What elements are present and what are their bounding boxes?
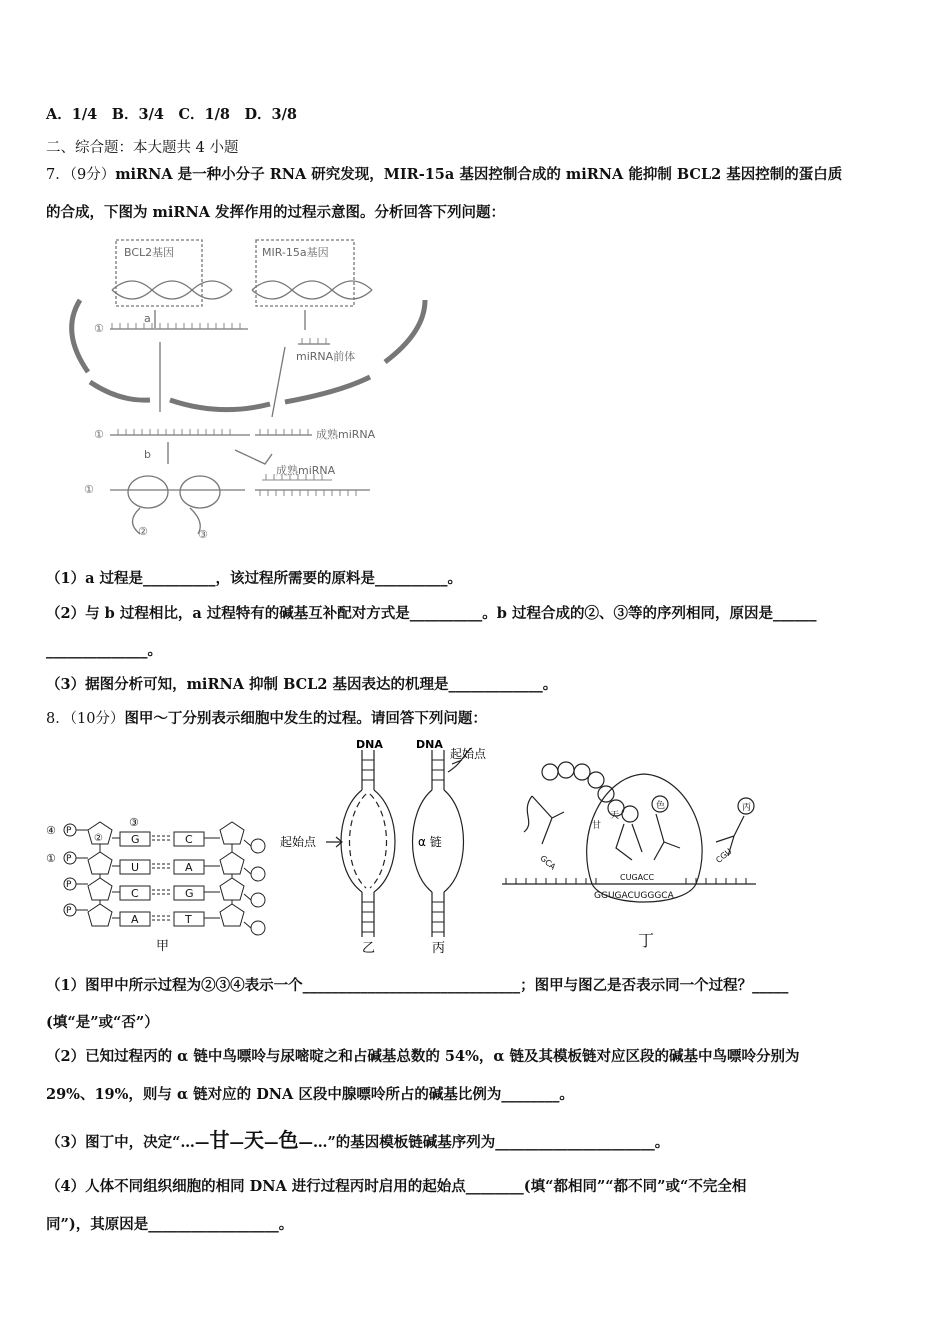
trna-mid-1 xyxy=(616,824,642,860)
glyph-se: 色 xyxy=(278,1128,299,1152)
precursor-arrow xyxy=(272,347,285,417)
base-right-3: G xyxy=(185,887,194,900)
codon-mid: CUGACC xyxy=(620,873,655,882)
q7-stem-2: 的合成，下图为 miRNA 发挥作用的过程示意图。分析回答下列问题： xyxy=(46,204,505,221)
nuclear-membrane-5 xyxy=(385,300,425,362)
nuclear-membrane-4 xyxy=(285,377,370,402)
circle-1-mid: ① xyxy=(94,428,104,441)
bcl2-helix-a xyxy=(112,281,232,299)
label-bing: 丙 xyxy=(432,941,446,956)
q8-stem: 图甲～丁分别表示细胞中发生的过程。请回答下列问题： xyxy=(124,710,487,727)
q8-stem-line xyxy=(46,707,487,728)
base-left-1: G xyxy=(131,833,140,846)
anticodon-2: CGU xyxy=(714,846,734,865)
dna-label-1: DNA xyxy=(356,738,383,751)
q7-stem-1: miRNA 是一种小分子 RNA 研究发现，MIR-15a 基因控制合成的 miRNA 能抑制 BCL2 基因控制的蛋白质 xyxy=(115,166,843,183)
q8-sub4-a: （4）人体不同组织细胞的相同 DNA 进行过程丙时启用的起始点________(填“都相同”“都不同”或“不完全相 xyxy=(46,1178,747,1195)
label-circle-2: ② xyxy=(94,833,103,844)
q8-sub2-a: （2）已知过程丙的 α 链中鸟嘌呤与尿嘧啶之和占碱基总数的 54%，α 链及其模板链对应区段的碱基中鸟嘌呤分别为 xyxy=(46,1048,800,1065)
label-ding: 丁 xyxy=(638,931,655,950)
q7-figure xyxy=(40,232,430,547)
label-circle-4: ④ xyxy=(46,824,56,837)
aa-3: 色 xyxy=(656,801,666,811)
circle-2: ② xyxy=(138,525,148,538)
label-circle-3: ③ xyxy=(129,816,139,829)
ribosome-large xyxy=(587,774,702,884)
q8-number: 8．（10分） xyxy=(46,711,125,727)
aa-4: 丙 xyxy=(742,803,752,813)
p-3: P xyxy=(66,880,72,890)
label-circle-1: ① xyxy=(46,852,56,865)
base-left-3: C xyxy=(131,887,139,900)
q8-figure xyxy=(44,732,764,956)
glyph-gan: 甘 xyxy=(209,1128,230,1152)
origin-label-2: 起始点 xyxy=(450,747,487,761)
p-1: P xyxy=(66,826,72,836)
q8-sub3-pre: （3）图丁中，决定“…— xyxy=(46,1134,210,1151)
q6-options: A．1/4 B．3/4 C．1/8 D．3/8 xyxy=(46,106,298,123)
base-right-4: T xyxy=(185,913,192,926)
label-yi: 乙 xyxy=(362,941,376,956)
base-right-2: A xyxy=(185,861,193,874)
q8-sub3: （3）图丁中，决定“…—甘—天—色—…”的基因模板链碱基序列为______________________。 xyxy=(46,1128,670,1152)
precursor-label: miRNA前体 xyxy=(296,350,356,363)
base-left-2: U xyxy=(131,861,140,874)
base-right-1: C xyxy=(185,833,193,846)
q7-sub2-a: （2）与 b 过程相比，a 过程特有的碱基互补配对方式是__________。b 过程合成的②、③等的序列相同，原因是______ xyxy=(46,605,817,622)
mir-gene-label: MIR-15a基因 xyxy=(262,246,329,259)
split-arrow xyxy=(235,450,272,464)
q7-stem-line1 xyxy=(46,163,842,184)
nuclear-membrane-2 xyxy=(90,382,150,400)
label-b: b xyxy=(144,448,151,461)
aa-1: 甘 xyxy=(592,821,602,831)
base-left-4: A xyxy=(131,913,139,926)
bcl2-gene-label: BCL2基因 xyxy=(124,246,175,259)
origin-label-1: 起始点 xyxy=(280,835,317,849)
alpha-chain-label: α 链 xyxy=(418,835,442,849)
q7-sub1: （1）a 过程是__________，该过程所需要的原料是__________。 xyxy=(46,570,463,587)
nuclear-membrane-3 xyxy=(170,400,270,410)
q8-sub1-b: (填“是”或“否”） xyxy=(46,1014,159,1031)
mature-label-2: 成熟miRNA xyxy=(276,464,336,477)
section-title: 二、综合题：本大题共 4 小题 xyxy=(46,140,239,156)
trna-mid-2 xyxy=(654,814,680,860)
label-jia: 甲 xyxy=(156,939,170,954)
circle-1-bottom: ① xyxy=(84,483,94,496)
q8-sub2-b: 29%、19%，则与 α 链对应的 DNA 区段中腺嘌呤所占的碱基比例为________。 xyxy=(46,1086,574,1103)
mrna-sequence: GGUGACUGGGCA xyxy=(594,891,674,901)
circle-3: ③ xyxy=(198,528,208,541)
q7-sub2-b: ______________。 xyxy=(46,642,162,659)
q7-sub3: （3）据图分析可知，miRNA 抑制 BCL2 基因表达的机理是_____________。 xyxy=(46,676,558,693)
aa-2: 天 xyxy=(610,811,620,821)
q7-number: 7．（9分） xyxy=(46,167,116,183)
anticodon-1: GCA xyxy=(538,853,558,872)
glyph-tian: 天 xyxy=(243,1128,264,1152)
ribosome-2 xyxy=(180,476,220,508)
ribosome-1 xyxy=(128,476,168,508)
mature-label-1: 成熟miRNA xyxy=(316,428,376,441)
trna-left xyxy=(524,796,564,844)
dna-label-2: DNA xyxy=(416,738,443,751)
p-4: P xyxy=(66,906,72,916)
nuclear-membrane-1 xyxy=(72,300,88,372)
p-2: P xyxy=(66,854,72,864)
q8-sub1-a: （1）图甲中所示过程为②③④表示一个______________________________；图甲与图乙是否表示同一个过程？_____ xyxy=(46,977,789,994)
q8-sub4-b: 同”)，其原因是__________________。 xyxy=(46,1216,294,1233)
q8-sub3-post: —…”的基因模板链碱基序列为______________________。 xyxy=(298,1134,670,1151)
label-a: a xyxy=(144,312,151,325)
bcl2-helix-b xyxy=(112,281,232,299)
circle-1-top: ① xyxy=(94,322,104,335)
